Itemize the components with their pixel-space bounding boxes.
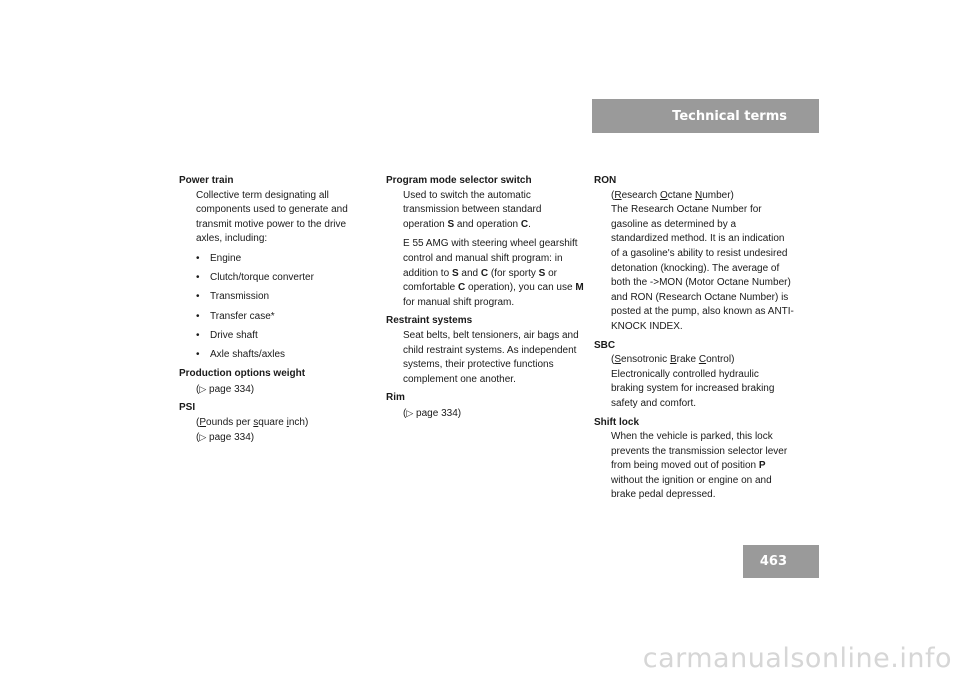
term-ron: RON — [594, 175, 617, 186]
desc-program-mode-p1: Used to switch the automatic transmission between standard operation S and operation C. — [403, 189, 542, 230]
entry-power-train — [179, 174, 373, 363]
sbc-expansion: (Sensotronic Brake Control) — [611, 354, 735, 366]
entry-restraint — [386, 314, 584, 387]
term-power-train: Power train — [179, 175, 234, 186]
bullet-icon: • — [196, 252, 200, 264]
term-restraint: Restraint systems — [386, 315, 473, 327]
list-item: • Engine — [196, 252, 373, 267]
entry-sbc — [594, 339, 794, 412]
section-title: Technical terms — [672, 108, 787, 124]
entry-shift-lock — [594, 416, 794, 504]
glossary-column-1 — [179, 174, 373, 450]
desc-ron-text: The Research Octane Number for gasoline as determined by a standardized method. It is an indication of a gasoline's ability to resist undesired detonation (knocking). The average of both the ->MON (Motor Octane Number) and RON (Research Octane Number) is posted at the pump, also known as ANTI-KNOCK INDEX. — [611, 204, 794, 332]
term-sbc: SBC — [594, 339, 616, 351]
desc-power-train — [179, 189, 373, 363]
glossary-column-2 — [386, 174, 584, 426]
list-item: • Axle shafts/axles — [196, 348, 373, 363]
list-item: • Transfer case* — [196, 310, 373, 325]
desc-sbc — [594, 353, 794, 411]
bullet-icon: • — [196, 310, 200, 322]
watermark: carmanualsonline.info — [642, 643, 952, 674]
desc-ron — [594, 189, 794, 335]
desc-restraint: Seat belts, belt tensioners, air bags and child restraint systems. As independent systems, their protective functions complement one another. — [403, 329, 579, 385]
bullet-icon: • — [196, 272, 200, 284]
page-number: 463 — [759, 554, 787, 569]
entry-rim — [386, 391, 584, 421]
term-shift-lock: Shift lock — [594, 416, 640, 428]
ref-psi[interactable]: (▷ page 334) — [196, 432, 255, 444]
section-header — [592, 99, 819, 133]
term-production-weight: Production options weight — [179, 368, 306, 380]
bullet-icon: • — [196, 291, 200, 303]
entry-production-weight — [179, 367, 373, 397]
list-item: • Transmission — [196, 290, 373, 305]
list-item: • Clutch/torque converter — [196, 271, 373, 286]
term-program-mode: Program mode selector switch — [386, 175, 532, 186]
power-train-list — [196, 252, 373, 363]
psi-expansion: (Pounds per square inch) — [196, 416, 309, 428]
desc-shift-lock: When the vehicle is parked, this lock prevents the transmission selector lever from being moved out of position P without the ignition or engine on and brake pedal depressed. — [611, 431, 788, 501]
ref-production-weight[interactable]: (▷ page 334) — [196, 383, 255, 395]
ron-expansion: (Research Octane Number) — [611, 189, 734, 201]
desc-sbc-text: Electronically controlled hydraulic braking system for increased braking safety and comfort. — [611, 368, 775, 409]
page-ref-arrow-icon: ▷ — [406, 407, 414, 418]
term-rim: Rim — [386, 392, 405, 404]
desc-program-mode-p2: E 55 AMG with steering wheel gearshift control and manual shift program: in addition to S and C (for sporty S or comfortable C operation), you can use M for manual shift program. — [403, 238, 584, 308]
page-ref-arrow-icon: ▷ — [199, 432, 207, 443]
bullet-icon: • — [196, 329, 200, 341]
entry-ron — [594, 174, 794, 335]
page-number-box — [743, 545, 819, 578]
list-item: • Drive shaft — [196, 329, 373, 344]
bullet-icon: • — [196, 348, 200, 360]
desc-psi — [179, 416, 373, 446]
entry-program-mode — [386, 174, 584, 310]
term-psi: PSI — [179, 402, 196, 414]
ref-rim[interactable]: (▷ page 334) — [403, 407, 462, 419]
glossary-column-3 — [594, 174, 794, 507]
desc-power-train-text: Collective term designating all components used to generate and transmit motive power to the drive axles, including: — [196, 189, 348, 245]
entry-psi — [179, 401, 373, 446]
page-ref-arrow-icon: ▷ — [199, 383, 207, 394]
desc-program-mode — [386, 189, 584, 311]
